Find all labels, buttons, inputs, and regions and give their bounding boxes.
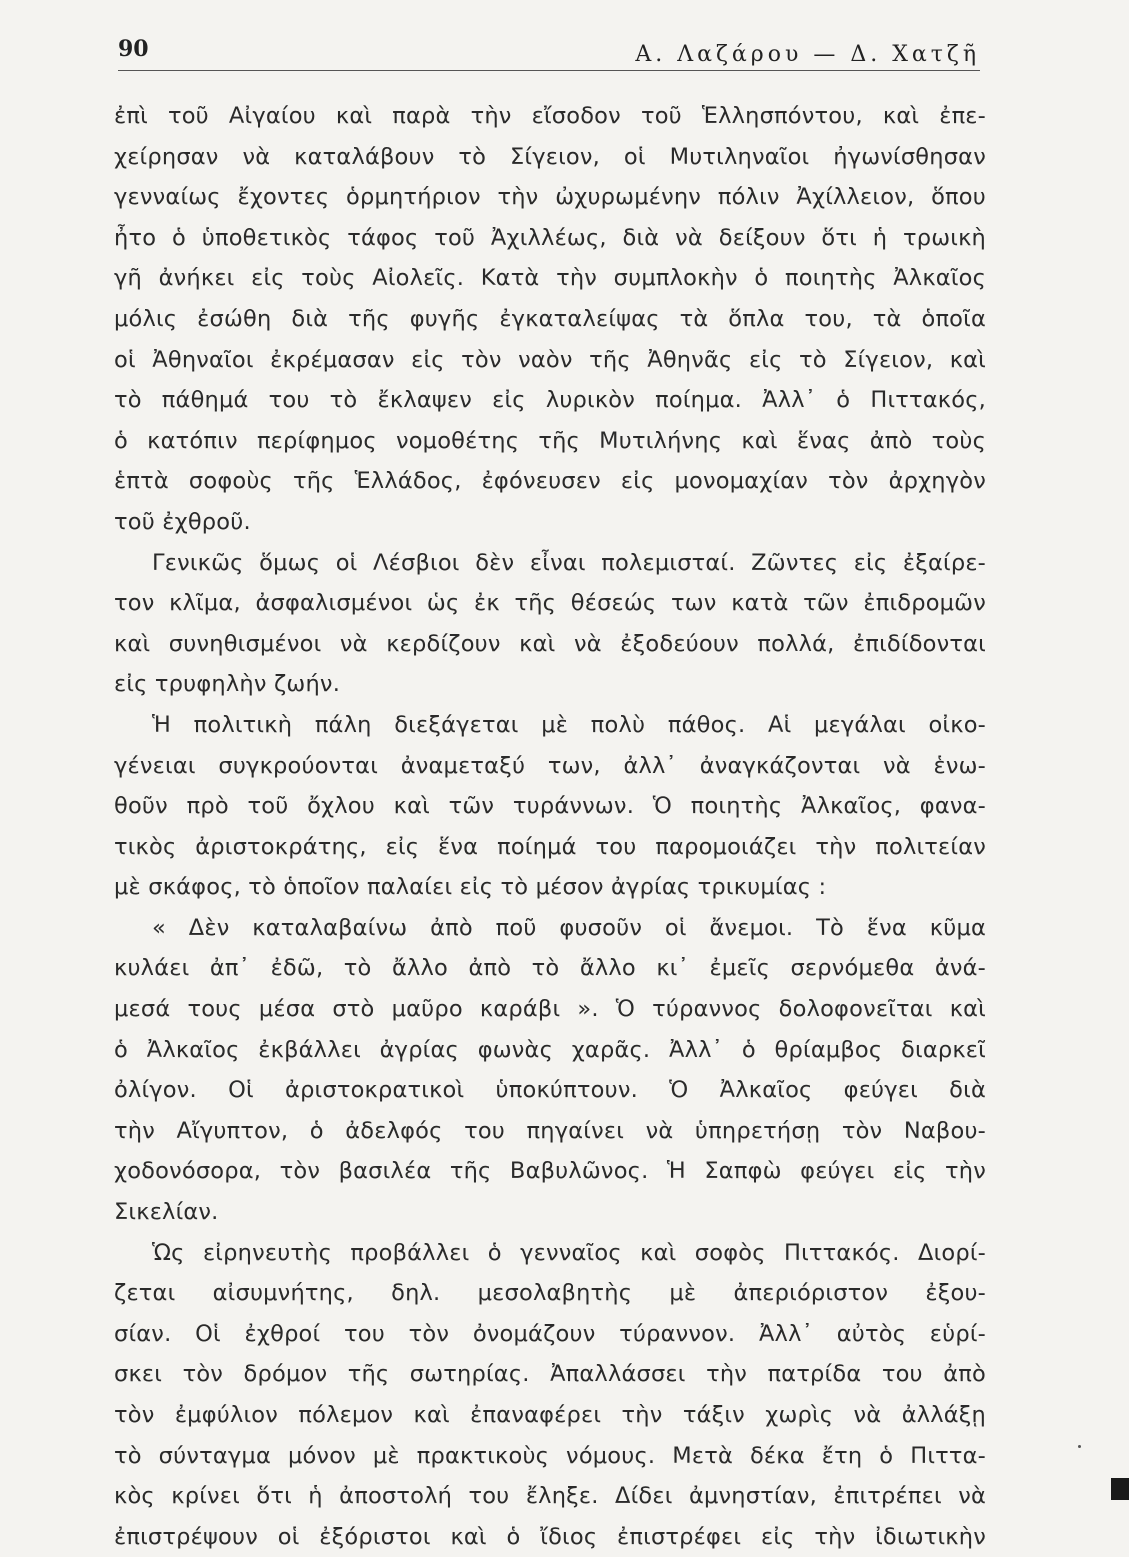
text-line: θοῦν πρὸ τοῦ ὄχλου καὶ τῶν τυράννων. Ὁ ποιητὴς Ἀλκαῖος, φανα- (114, 793, 986, 820)
scan-edge-mark (1111, 1478, 1129, 1500)
text-line: σκει τὸν δρόμον τῆς σωτηρίας. Ἀπαλλάσσει τὴν πατρίδα του ἀπὸ (114, 1361, 986, 1388)
text-line: εἰς τρυφηλὴν ζωήν. (114, 671, 341, 698)
page-number: 90 (118, 36, 149, 62)
body-text (114, 96, 986, 1557)
text-line: μὲ σκάφος, τὸ ὁποῖον παλαίει εἰς τὸ μέσον ἀγρίας τρικυμίας : (114, 874, 827, 901)
page-header (118, 30, 980, 74)
text-line: Σικελίαν. (114, 1199, 219, 1226)
text-line: τικὸς ἀριστοκράτης, εἰς ἕνα ποίημά του παρομοιάζει τὴν πολιτείαν (114, 833, 986, 860)
text-line: γενναίως ἔχοντες ὁρμητήριον τὴν ὠχυρωμένην πόλιν Ἀχίλλειον, ὅπου (114, 184, 986, 211)
paragraph-5 (114, 1233, 986, 1557)
text-line: ἐπὶ τοῦ Αἰγαίου καὶ παρὰ τὴν εἴσοδον τοῦ Ἑλλησπόντου, καὶ ἐπε- (114, 103, 986, 129)
text-line: τὸν ἐμφύλιον πόλεμον καὶ ἐπαναφέρει τὴν τάξιν χωρὶς νὰ ἀλλάξῃ (114, 1402, 986, 1428)
text-line: ὁ Ἀλκαῖος ἐκβάλλει ἀγρίας φωνὰς χαρᾶς. Ἀλλ᾽ ὁ θρίαμβος διαρκεῖ (114, 1036, 986, 1063)
text-line: Ἡ πολιτικὴ πάλη διεξάγεται μὲ πολὺ πάθος. Αἱ μεγάλαι οἰκο- (152, 711, 986, 738)
text-line: οἱ Ἀθηναῖοι ἐκρέμασαν εἰς τὸν ναὸν τῆς Ἀθηνᾶς εἰς τὸ Σίγειον, καὶ (114, 346, 986, 373)
text-line: καὶ συνηθισμένοι νὰ κερδίζουν καὶ νὰ ἐξοδεύουν πολλά, ἐπιδίδονται (114, 630, 986, 657)
paragraph-1 (114, 96, 986, 543)
text-line: τοῦ ἐχθροῦ. (114, 508, 251, 535)
text-line: ζεται αἰσυμνήτης, δηλ. μεσολαβητὴς μὲ ἀπεριόριστον ἐξου- (114, 1280, 986, 1307)
text-line: ὀλίγον. Οἱ ἀριστοκρατικοὶ ὑποκύπτουν. Ὁ Ἀλκαῖος φεύγει διὰ (114, 1077, 986, 1104)
text-line: Ὡς εἰρηνευτὴς προβάλλει ὁ γενναῖος καὶ σοφὸς Πιττακός. Διορί- (152, 1239, 986, 1266)
text-line: γῆ ἀνήκει εἰς τοὺς Αἰολεῖς. Κατὰ τὴν συμπλοκὴν ὁ ποιητὴς Ἀλκαῖος (114, 265, 986, 292)
paragraph-3 (114, 705, 986, 908)
text-line: τὸ σύνταγμα μόνον μὲ πρακτικοὺς νόμους. Μετὰ δέκα ἔτη ὁ Πιττα- (114, 1442, 986, 1469)
text-line: τον κλῖμα, ἀσφαλισμένοι ὡς ἐκ τῆς θέσεώς των κατὰ τῶν ἐπιδρομῶν (114, 590, 986, 617)
text-line: τὴν Αἴγυπτον, ὁ ἀδελφός του πηγαίνει νὰ ὑπηρετήσῃ τὸν Ναβου- (114, 1117, 986, 1144)
text-line: ἑπτὰ σοφοὺς τῆς Ἑλλάδος, ἐφόνευσεν εἰς μονομαχίαν τὸν ἀρχηγὸν (114, 468, 986, 495)
running-head: Α. Λαζάρου — Δ. Χατζῆ (635, 42, 980, 67)
header-rule (118, 70, 980, 71)
text-line: μεσά τους μέσα στὸ μαῦρο καράβι ». Ὁ τύραννος δολοφονεῖται καὶ (114, 996, 986, 1023)
text-line: « Δὲν καταλαβαίνω ἀπὸ ποῦ φυσοῦν οἱ ἄνεμοι. Τὸ ἕνα κῦμα (152, 914, 986, 941)
paragraph-4-quote (114, 908, 986, 1233)
text-line: κυλάει ἀπ᾽ ἐδῶ, τὸ ἄλλο ἀπὸ τὸ ἄλλο κι᾽ ἐμεῖς σερνόμεθα ἀνά- (114, 955, 986, 982)
text-line: γένειαι συγκρούονται ἀναμεταξύ των, ἀλλ᾽ ἀναγκάζονται νὰ ἑνω- (114, 752, 986, 779)
paragraph-2 (114, 543, 986, 705)
text-line: χείρησαν νὰ καταλάβουν τὸ Σίγειον, οἱ Μυτιληναῖοι ἠγωνίσθησαν (114, 143, 986, 170)
text-line: ἐπιστρέψουν οἱ ἐξόριστοι καὶ ὁ ἴδιος ἐπιστρέφει εἰς τὴν ἰδιωτικὴν (114, 1523, 986, 1550)
text-line: ὁ κατόπιν περίφημος νομοθέτης τῆς Μυτιλήνης καὶ ἕνας ἀπὸ τοὺς (114, 427, 986, 454)
text-line: τὸ πάθημά του τὸ ἔκλαψεν εἰς λυρικὸν ποίημα. Ἀλλ᾽ ὁ Πιττακός, (114, 387, 986, 414)
text-line: κὸς κρίνει ὅτι ἡ ἀποστολή του ἔληξε. Δίδει ἀμνηστίαν, ἐπιτρέπει νὰ (114, 1483, 986, 1510)
text-line: σίαν. Οἱ ἐχθροί του τὸν ὀνομάζουν τύραννον. Ἀλλ᾽ αὐτὸς εὑρί- (114, 1320, 986, 1347)
text-line: ἦτο ὁ ὑποθετικὸς τάφος τοῦ Ἀχιλλέως, διὰ νὰ δείξουν ὅτι ἡ τρωικὴ (114, 224, 986, 251)
text-line: μόλις ἐσώθη διὰ τῆς φυγῆς ἐγκαταλείψας τὰ ὅπλα του, τὰ ὁποῖα (114, 305, 986, 332)
text-line: χοδονόσορα, τὸν βασιλέα τῆς Βαβυλῶνος. Ἡ Σαπφὼ φεύγει εἰς τὴν (114, 1158, 986, 1185)
text-line: Γενικῶς ὅμως οἱ Λέσβιοι δὲν εἶναι πολεμισταί. Ζῶντες εἰς ἐξαίρε- (152, 549, 986, 576)
paper-speck (1078, 1445, 1081, 1448)
